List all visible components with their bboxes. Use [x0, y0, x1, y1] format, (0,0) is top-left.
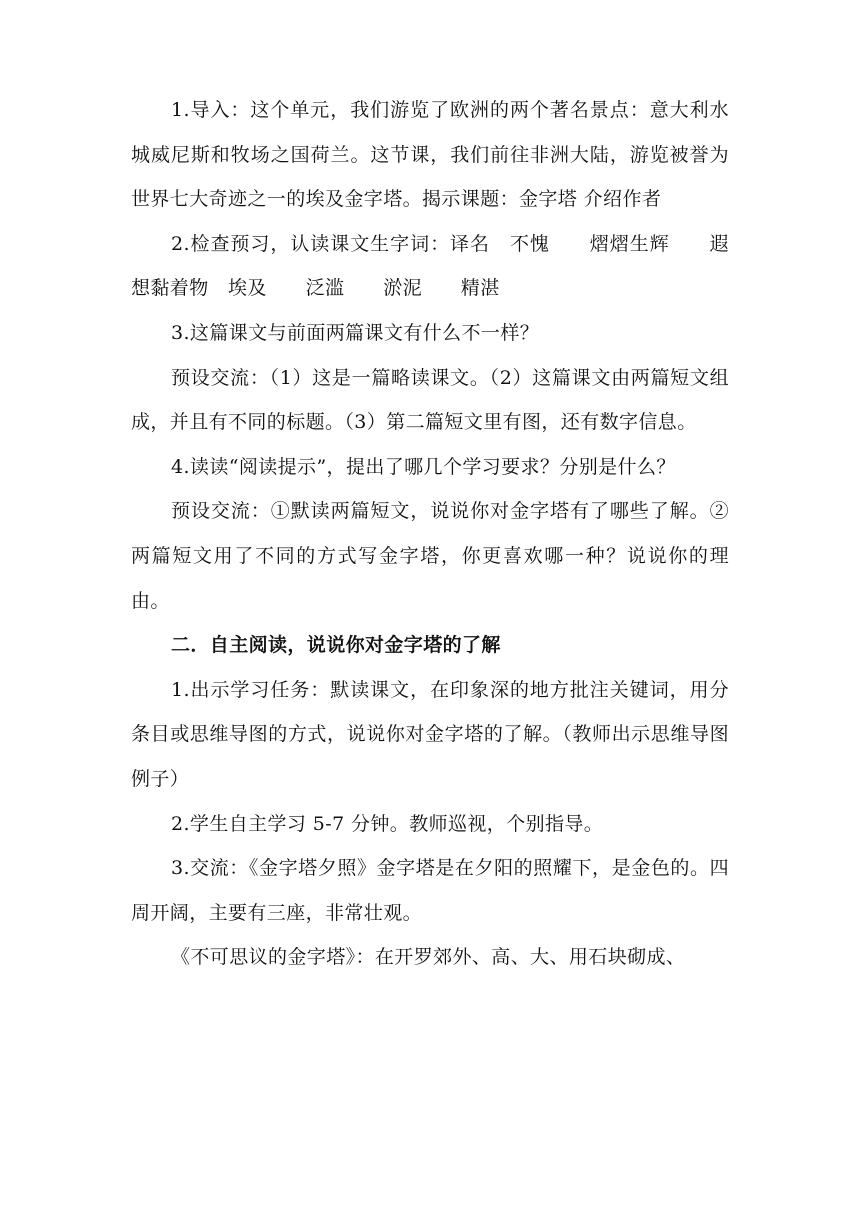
paragraph-question: 3.这篇课文与前面两篇课文有什么不一样？ — [171, 321, 540, 344]
paragraph-intro: 1.导入：这个单元，我们游览了欧洲的两个著名景点：意大利水城威尼斯和牧场之国荷兰。这节课，我们前往非洲大陆，游览被誉为世界七大奇迹之一的埃及金字塔。揭示课题：金字塔 介绍作者 — [131, 99, 729, 211]
paragraph-preset-answer-2: 预设交流：①默读两篇短文，说说你对金字塔有了哪些了解。②两篇短文用了不同的方式写金字塔，你更喜欢哪一种？说说你的理由。 — [131, 500, 729, 612]
paragraph-self-study: 2.学生自主学习 5-7 分钟。教师巡视，个别指导。 — [171, 812, 604, 835]
paragraph-task: 1.出示学习任务：默读课文，在印象深的地方批注关键词，用分条目或思维导图的方式，说说你对金字塔的了解。（教师出示思维导图例子） — [131, 678, 729, 790]
paragraph-preset-answer-1: 预设交流：（1）这是一篇略读课文。（2）这篇课文由两篇短文组成，并且有不同的标题。（3）第二篇短文里有图，还有数字信息。 — [131, 366, 729, 434]
document-body — [131, 88, 729, 980]
paragraph-reading-tips: 4.读读“阅读提示”，提出了哪几个学习要求？分别是什么？ — [171, 455, 676, 478]
paragraph-exchange-continued: 《不可思议的金字塔》：在开罗郊外、高、大、用石块砌成、 — [171, 946, 686, 969]
paragraph-exchange: 3.交流：《金字塔夕照》金字塔是在夕阳的照耀下，是金色的。四周开阔，主要有三座，非常壮观。 — [131, 857, 729, 924]
section-heading: 二．自主阅读，说说你对金字塔的了解 — [171, 634, 501, 657]
paragraph-preview-words: 2.检查预习，认读课文生字词：译名 不愧 熠熠生辉 遐想黏着物 埃及 泛滥 淤泥 精湛 — [131, 232, 729, 300]
